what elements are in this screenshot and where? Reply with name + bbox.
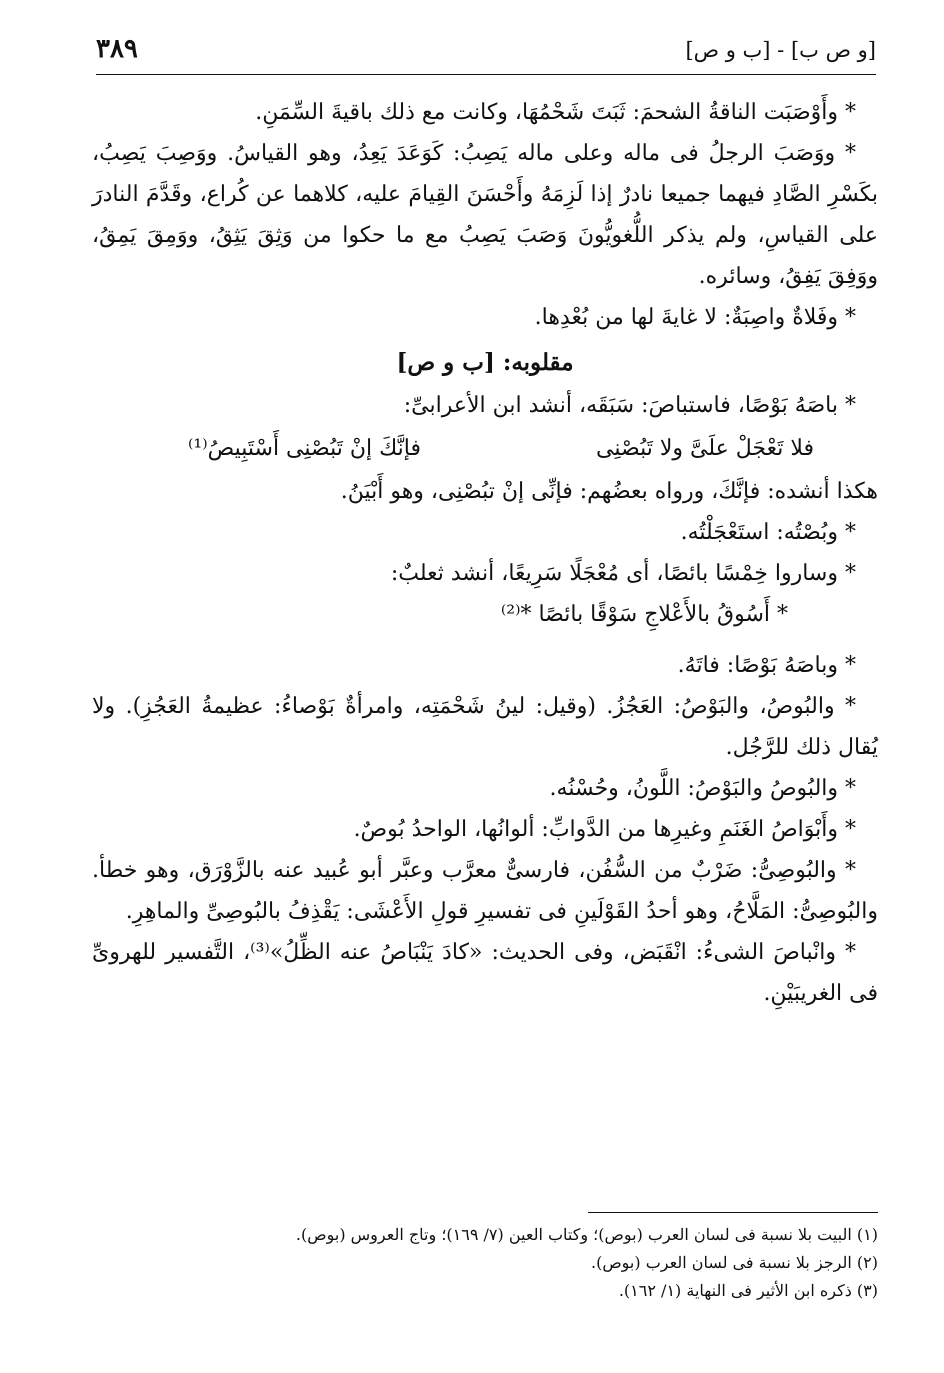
paragraph: * باصَهُ بَوْصًا، فاستباصَ: سَبَقَه، أنشد ابن الأعرابىِّ: xyxy=(403,393,856,418)
rajaz-verse: * أَسُوقُ بالأَعْلاجِ سَوْقًا بائصًا *⁽²⁾ xyxy=(500,602,788,627)
footnote: (٣) ذكره ابن الأثير فى النهاية (١/ ١٦٢). xyxy=(618,1281,878,1300)
paragraph: * وأَوْصَبَت الناقةُ الشحمَ: ثَبَتَ شَحْمُهَا، وكانت مع ذلك باقيةَ السِّمَنِ. xyxy=(255,100,856,125)
poetry-verse xyxy=(92,428,878,469)
main-text xyxy=(92,92,878,1014)
running-head: [و ص ب] - [ب و ص] xyxy=(685,38,876,62)
page-header xyxy=(96,30,876,75)
paragraph: * ووَصَبَ الرجلُ فى ماله وعلى ماله يَصِبُ: كَوَعَدَ يَعِدُ، وهو القياسُ. ووَصِبَ يَصِبُ، بكَسْرِ الصَّادِ فيهما جميعا نادرٌ إذا لَزِمَهُ وأَحْسَنَ القِيامَ عليه، كلاهما عن كُراع، وقَدَّمَ النادرَ على القياسِ، ولم يذكر اللُّغويُّونَ وَصَبَ يَصِبُ مع ما حكوا من وَثِقَ يَثِقُ، ووَمِقَ يَمِقُ، ووَفِقَ يَفِقُ، وسائره. xyxy=(92,141,878,289)
paragraph: * وأَبْوَاصُ الغَنَمِ وغيرِها من الدَّوابِّ: ألوانُها، الواحدُ بُوصٌ. xyxy=(353,817,856,842)
paragraph: * وباصَهُ بَوْصًا: فاتَهُ. xyxy=(677,653,856,678)
verse-first-hemistich: فلا تَعْجَلْ علَىَّ ولا تَبُصْنِى xyxy=(596,436,814,461)
footnote: (١) البيت بلا نسبة فى لسان العرب (بوص)؛ وكتاب العين (٧/ ١٦٩)؛ وتاج العروس (بوص). xyxy=(295,1225,878,1244)
footnote: (٢) الرجز بلا نسبة فى لسان العرب (بوص). xyxy=(590,1253,878,1272)
paragraph: * وبُصْتُه: استَعْجَلْتُه. xyxy=(680,520,856,545)
page-number: ٣٨٩ xyxy=(96,34,138,64)
paragraph: * وانْباصَ الشىءُ: انْقَبَض، وفى الحديث: «كادَ يَنْبَاصُ عنه الظِّلُ»⁽³⁾، التَّفسير للهروىِّ فى الغريبَيْنِ. xyxy=(92,940,878,1006)
verse-second-hemistich: فإنَّكَ إنْ تَبُصْنِى أَسْتَبِيصُ⁽¹⁾ xyxy=(188,436,421,461)
paragraph: * وساروا خِمْسًا بائصًا، أى مُعْجَلًا سَرِيعًا، أنشد ثعلبٌ: xyxy=(390,561,856,586)
paragraph: هكذا أنشده: فإنَّكَ، ورواه بعضُهم: فإنِّى إنْ تبُصْنِى، وهو أَبْيَنُ. xyxy=(340,479,878,504)
paragraph: * والبُوصُ والبَوْصُ: اللَّونُ، وحُسْنُه. xyxy=(549,776,856,801)
paragraph: * والبُوصُ، والبَوْصُ: العَجُزُ. (وقيل: لينُ شَحْمَتِه، وامرأةٌ بَوْصاءُ: عظيمةُ العَجُزِ). ولا يُقال ذلك للرَّجُل. xyxy=(92,694,878,760)
section-title: مقلوبه: [ب و ص] xyxy=(396,349,574,376)
footnotes xyxy=(60,1212,878,1305)
paragraph: * وفَلاةٌ واصِبَةٌ: لا غايةَ لها من بُعْدِها. xyxy=(534,305,856,330)
paragraph: * والبُوصِىُّ: ضَرْبٌ من السُّفُن، فارسىٌّ معرَّب وعبَّر أبو عُبيد عنه بالزَّوْرَق، وهو خطأ. والبُوصِىُّ: المَلَّاحُ، وهو أحدُ القَوْلَينِ فى تفسيرِ قولِ الأَعْشَى: يَقْذِفُ بالبُوصِىِّ والماهِرِ. xyxy=(92,858,878,924)
footnote-divider xyxy=(588,1212,878,1213)
